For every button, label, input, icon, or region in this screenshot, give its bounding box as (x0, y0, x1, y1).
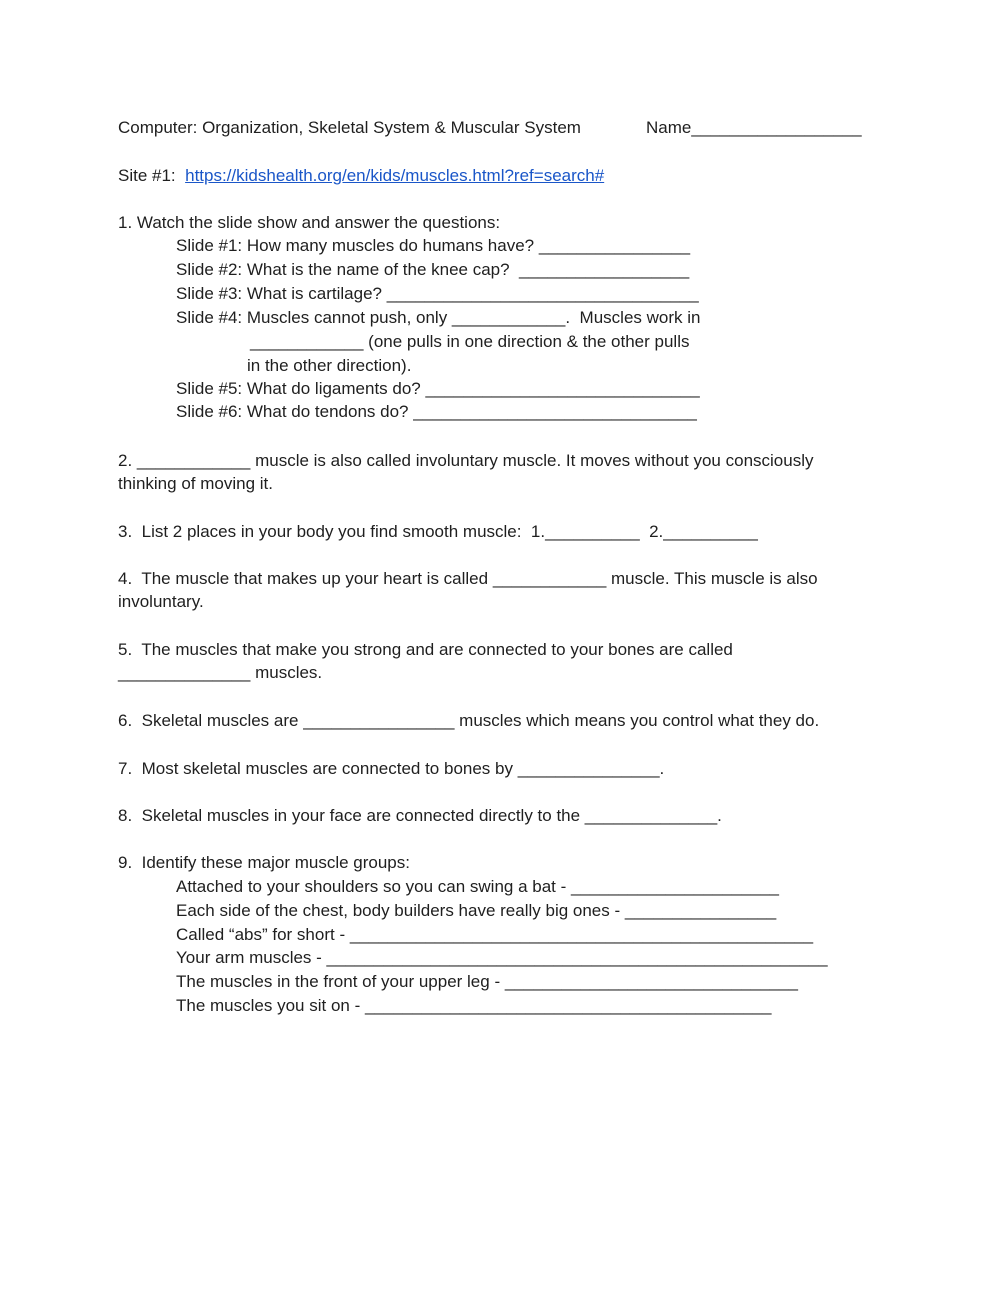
site-link[interactable]: https://kidshealth.org/en/kids/muscles.html?ref=search# (185, 166, 605, 185)
question-3: 3. List 2 places in your body you find smooth muscle: 1.__________ 2.__________ (118, 522, 758, 541)
question-5-line2: ______________ muscles. (118, 663, 323, 682)
muscle-group-item-4: Your arm muscles - _____________________________________________________ (176, 948, 828, 967)
slide-3-question: Slide #3: What is cartilage? _________________________________ (176, 284, 699, 303)
question-4-line1: 4. The muscle that makes up your heart is called ____________ muscle. This muscle is also (118, 569, 818, 588)
slide-1-question: Slide #1: How many muscles do humans have? ________________ (176, 236, 691, 255)
muscle-group-item-3: Called “abs” for short - _________________________________________________ (176, 925, 814, 944)
muscle-group-item-5: The muscles in the front of your upper leg - _______________________________ (176, 972, 798, 991)
site-label: Site #1: (118, 166, 176, 185)
muscle-group-item-2: Each side of the chest, body builders have really big ones - ________________ (176, 901, 777, 920)
question-8: 8. Skeletal muscles in your face are connected directly to the ______________. (118, 806, 722, 825)
slide-5-question: Slide #5: What do ligaments do? _____________________________ (176, 379, 700, 398)
question-7: 7. Most skeletal muscles are connected to bones by _______________. (118, 759, 665, 778)
muscle-group-item-1: Attached to your shoulders so you can swing a bat - ______________________ (176, 877, 780, 896)
muscle-group-item-6: The muscles you sit on - ___________________________________________ (176, 996, 772, 1015)
worksheet-title: Computer: Organization, Skeletal System & Muscular System (118, 118, 581, 137)
slide-4-question-line3: in the other direction). (247, 356, 412, 375)
question-2-line1: 2. ____________ muscle is also called involuntary muscle. It moves without you consciously (118, 451, 814, 470)
question-4-line2: involuntary. (118, 592, 204, 611)
question-9-intro: 9. Identify these major muscle groups: (118, 853, 410, 872)
question-5-line1: 5. The muscles that make you strong and are connected to your bones are called (118, 640, 733, 659)
name-field: Name__________________ (646, 118, 862, 137)
question-1-intro: 1. Watch the slide show and answer the questions: (118, 213, 501, 232)
question-6: 6. Skeletal muscles are ________________ muscles which means you control what they do. (118, 711, 820, 730)
slide-2-question: Slide #2: What is the name of the knee cap? __________________ (176, 260, 690, 279)
slide-6-question: Slide #6: What do tendons do? ______________________________ (176, 402, 697, 421)
slide-4-question-line2: ____________ (one pulls in one direction & the other pulls (250, 332, 690, 351)
question-2-line2: thinking of moving it. (118, 474, 273, 493)
site-line (118, 166, 604, 186)
slide-4-question-line1: Slide #4: Muscles cannot push, only ____________. Muscles work in (176, 308, 701, 327)
